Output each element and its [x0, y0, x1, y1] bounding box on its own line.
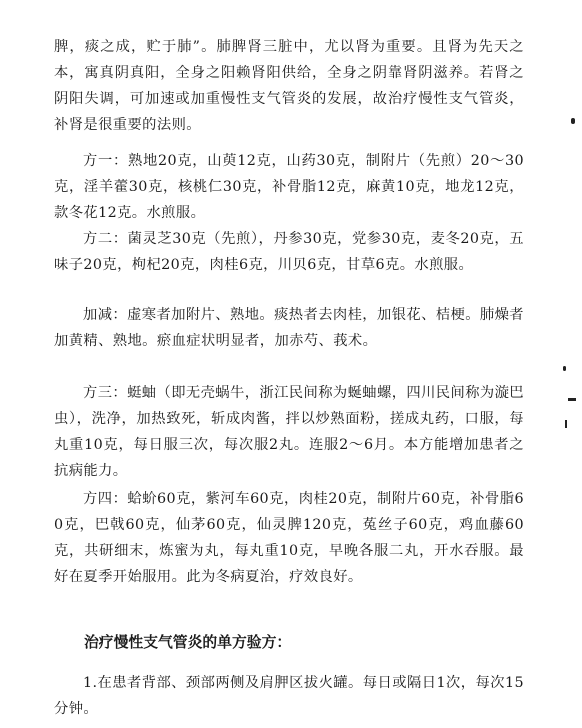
paragraph-formula-3: 方三：蜓蚰（即无壳蜗牛，浙江民间称为蜒蚰螺，四川民间称为漩巴虫），洗净，加热致死，斩成肉酱，拌以炒熟面粉，搓成丸药，口服，每丸重10克，每日服三次，每次服2丸。连服2～6月。本方能增加患者之抗病能力。	[54, 385, 524, 479]
paragraph-modifications: 加减：虚寒者加附片、熟地。痰热者去肉桂，加银花、桔梗。肺燥者加黄精、熟地。瘀血症状明显者，加赤芍、莪术。	[54, 307, 524, 349]
list-item: 1.在患者背部、颈部两侧及肩胛区拔火罐。每日或隔日1次，每次15分钟。	[54, 675, 524, 717]
scan-speck	[563, 366, 566, 371]
paragraph-formula-4: 方四：蛤蚧60克，紫河车60克，肉桂20克，制附片60克，补骨脂60克，巴戟60克，仙茅60克，仙灵脾120克，菟丝子60克，鸡血藤60克，共研细末，炼蜜为丸，每丸重10克，早晚各服二丸，开水吞服。最好在夏季开始服用。此为冬病夏治，疗效良好。	[54, 491, 524, 585]
paragraph-formula-2: 方二：菌灵芝30克（先煎），丹参30克，党参30克，麦冬20克，五味子20克，枸杞20克，肉桂6克，川贝6克，甘草6克。水煎服。	[54, 231, 524, 273]
scan-speck	[568, 398, 576, 401]
scan-speck	[565, 420, 567, 428]
paragraph-formula-1: 方一：熟地20克，山萸12克，山药30克，制附片（先煎）20～30克，淫羊藿30克，核桃仁30克，补骨脂12克，麻黄10克，地龙12克，款冬花12克。水煎服。	[54, 153, 524, 221]
paragraph-kidney-importance: 脾，痰之成，贮于肺”。肺脾肾三脏中，尤以肾为重要。且肾为先天之本，寓真阴真阳，全身之阳赖肾阳供给，全身之阴靠肾阴滋养。若肾之阴阳失调，可加速或加重慢性支气管炎的发展，故治疗慢性支气管炎，补肾是很重要的法则。	[54, 39, 524, 133]
scan-speck	[571, 118, 575, 124]
section-heading: 治疗慢性支气管炎的单方验方：	[84, 634, 292, 651]
